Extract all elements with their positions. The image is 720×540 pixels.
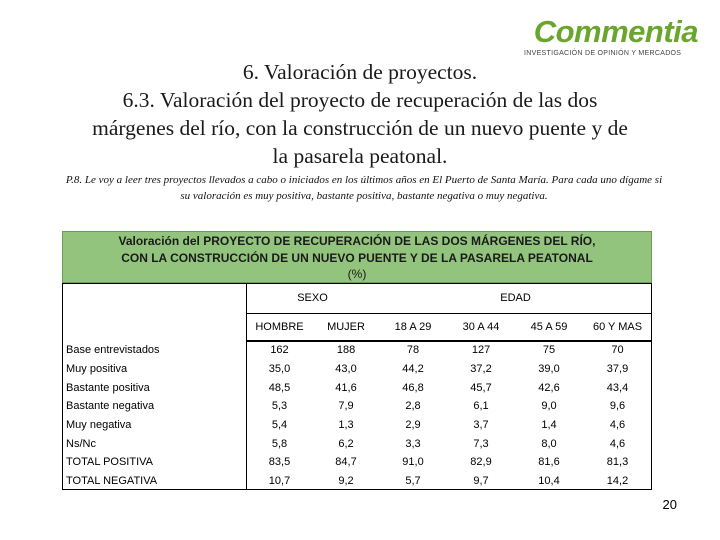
table-title-banner: [62, 231, 652, 283]
empty-header-cell: [62, 313, 246, 341]
table-cell: 70: [611, 344, 624, 357]
table-cell: 82,9: [470, 456, 492, 469]
table-cell: 5,8: [271, 437, 288, 450]
table-cell: 2,8: [405, 400, 421, 413]
table-cell: 4,6: [609, 419, 626, 432]
table-cell: 7,3: [473, 437, 489, 450]
page-number: 20: [662, 497, 677, 512]
table-cell: 5,4: [271, 419, 288, 432]
table-row: [62, 360, 652, 379]
table-cell: 81,6: [538, 456, 560, 469]
table-cell: 9,0: [541, 400, 557, 413]
group-header-row: [62, 283, 652, 313]
empty-corner: [62, 283, 246, 313]
row-label: Ns/Nc: [66, 437, 96, 450]
table-cell: 6,2: [338, 437, 354, 450]
col-header: HOMBRE: [255, 321, 304, 333]
table-cell: 9,2: [338, 475, 354, 488]
table-cell: 43,0: [335, 363, 357, 376]
page-title: [20, 58, 700, 170]
logo-wordmark: Commentia: [533, 14, 698, 49]
row-label: Muy positiva: [66, 363, 128, 376]
logo-tagline: INVESTIGACIÓN DE OPINIÓN Y MERCADOS: [524, 50, 682, 57]
table-row: [62, 397, 652, 416]
commentia-logo: [522, 14, 702, 57]
results-table: [62, 283, 652, 491]
col-header: MUJER: [327, 321, 365, 333]
table-cell: 9,7: [473, 475, 489, 488]
table-title-unit: (%): [347, 267, 367, 281]
row-label: TOTAL NEGATIVA: [66, 475, 158, 488]
table-cell: 8,0: [541, 437, 557, 450]
table-row: [62, 434, 652, 453]
table-row: [62, 378, 652, 397]
table-cell: 14,2: [606, 475, 629, 488]
table-cell: 35,0: [268, 363, 291, 376]
table-cell: 83,5: [268, 456, 291, 469]
table-cell: 48,5: [268, 381, 291, 394]
table-cell: 3,7: [473, 419, 489, 432]
table-cell: 39,0: [538, 363, 560, 376]
title-line-1: 6. Valoración de proyectos.: [242, 60, 478, 84]
table-cell: 84,7: [335, 456, 357, 469]
table-row: [62, 416, 652, 435]
group-edad: EDAD: [500, 292, 531, 304]
table-cell: 2,9: [405, 419, 421, 432]
table-cell: 91,0: [402, 456, 424, 469]
table-cell: 43,4: [606, 381, 629, 394]
table-cell: 75: [542, 344, 556, 357]
row-label: Muy negativa: [66, 419, 132, 432]
table-row: [62, 341, 652, 360]
title-line-3: márgenes del río, con la construcción de un nuevo puente y de: [92, 116, 628, 140]
row-label: Bastante negativa: [66, 400, 155, 413]
table-cell: 37,9: [606, 363, 629, 376]
table-cell: 41,6: [335, 381, 357, 394]
table-cell: 81,3: [606, 456, 629, 469]
col-header: 30 A 44: [462, 321, 500, 333]
table-cell: 1,3: [338, 419, 354, 432]
table-cell: 42,6: [538, 381, 560, 394]
table-title-line-1: Valoración del PROYECTO DE RECUPERACIÓN DE LAS DOS MÁRGENES DEL RÍO,: [118, 234, 596, 248]
col-header: 60 Y MAS: [592, 321, 643, 333]
title-line-2: 6.3. Valoración del proyecto de recuperación de las dos: [122, 88, 598, 112]
table-cell: 78: [406, 344, 420, 357]
table-cell: 7,9: [338, 400, 354, 413]
group-sexo: SEXO: [297, 292, 328, 304]
table-cell: 5,7: [405, 475, 421, 488]
table-row: [62, 472, 652, 491]
table-cell: 46,8: [402, 381, 424, 394]
table-cell: 45,7: [470, 381, 492, 394]
table-cell: 162: [270, 344, 289, 357]
table-cell: 3,3: [405, 437, 421, 450]
column-header-row: [62, 313, 652, 341]
table-cell: 188: [336, 344, 356, 357]
table-cell: 1,4: [541, 419, 557, 432]
table-cell: 5,3: [271, 400, 288, 413]
col-header: 18 A 29: [394, 321, 432, 333]
question-text: P.8. Le voy a leer tres proyectos llevados a cabo o iniciados en los últimos años en El Puerto de Santa María. Para cada uno dígame si su valoración es muy positiva, bastante positiva, bastante negativa o muy negativa.: [65, 174, 663, 202]
row-label: Bastante positiva: [66, 381, 150, 394]
table-cell: 37,2: [470, 363, 492, 376]
table-row: [62, 453, 652, 472]
table-cell: 6,1: [473, 400, 489, 413]
table-cell: 10,4: [538, 475, 560, 488]
table-title-line-2: CON LA CONSTRUCCIÓN DE UN NUEVO PUENTE Y DE LA PASARELA PEATONAL: [121, 250, 593, 265]
title-line-4: la pasarela peatonal.: [272, 144, 448, 168]
row-label: Base entrevistados: [66, 344, 160, 357]
col-header: 45 A 59: [530, 321, 568, 333]
table-cell: 4,6: [609, 437, 626, 450]
table-cell: 127: [471, 344, 491, 357]
row-label: TOTAL POSITIVA: [66, 456, 154, 469]
table-cell: 44,2: [402, 363, 424, 376]
table-cell: 10,7: [268, 475, 291, 488]
table-cell: 9,6: [609, 400, 626, 413]
